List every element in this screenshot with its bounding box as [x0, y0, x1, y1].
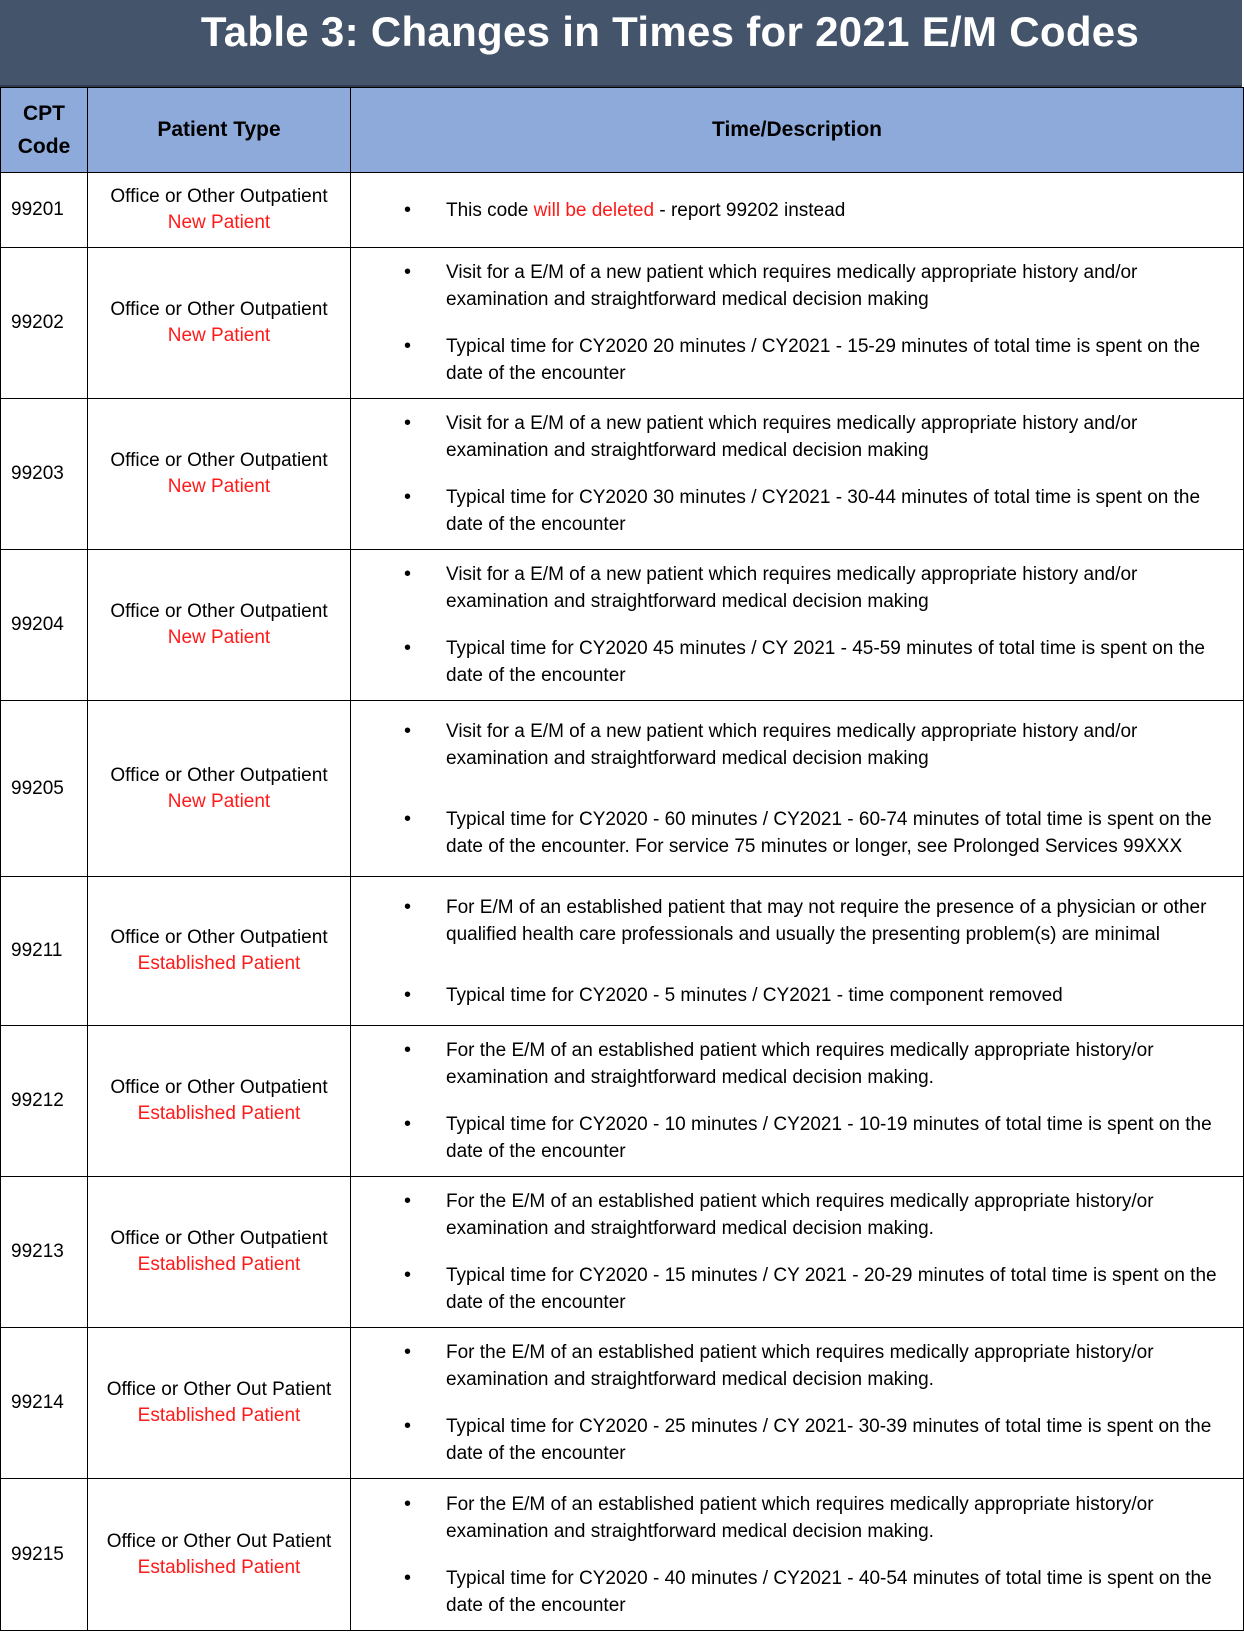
- table-row: [1, 399, 1244, 550]
- cpt-code: 99201: [1, 173, 88, 248]
- cpt-code: 99213: [1, 1177, 88, 1328]
- typical-time-bullet: • Typical time for CY2020 - 40 minutes / CY2021 - 40-54 minutes of total time is spent on the date of the encounter: [351, 1565, 1243, 1619]
- description-bullet: • Visit for a E/M of a new patient which requires medically appropriate history and/or examination and straightforward medical decision making: [351, 410, 1243, 464]
- cpt-code: 99204: [1, 550, 88, 701]
- cpt-code: 99212: [1, 1026, 88, 1177]
- table-row: [1, 1026, 1244, 1177]
- patient-type-label: Office or Other Out Patient: [106, 1379, 332, 1400]
- table-row: [1, 173, 1244, 248]
- patient-type: [88, 550, 351, 701]
- typical-time-bullet: • Typical time for CY2020 30 minutes / CY2021 - 30-44 minutes of total time is spent on the date of the encounter: [351, 484, 1243, 538]
- patient-type-label: Office or Other Outpatient: [110, 927, 328, 948]
- deleted-note: will be deleted: [533, 199, 655, 221]
- cpt-code: 99215: [1, 1479, 88, 1631]
- patient-status: New Patient: [167, 325, 271, 346]
- table-row: [1, 877, 1244, 1026]
- patient-type-label: Office or Other Outpatient: [110, 299, 328, 320]
- patient-type-label: Office or Other Outpatient: [110, 764, 328, 786]
- typical-time-bullet: • Typical time for CY2020 - 60 minutes / CY2021 - 60-74 minutes of total time is spent on the date of the encounter. For service 75 minutes or longer, see Prolonged Services 99XXX: [351, 806, 1243, 860]
- time-description: [351, 877, 1244, 1026]
- patient-type-label: Office or Other Outpatient: [110, 1228, 328, 1249]
- table-row: [1, 701, 1244, 877]
- description-bullet: • For the E/M of an established patient which requires medically appropriate history/or examination and straightforward medical decision making.: [351, 1037, 1243, 1091]
- patient-status: Established Patient: [137, 1254, 301, 1275]
- cpt-code: 99214: [1, 1328, 88, 1479]
- description-bullet: • For E/M of an established patient that may not require the presence of a physician or other qualified health care professionals and usually the presenting problem(s) are minimal: [351, 894, 1243, 948]
- patient-type: [88, 1479, 351, 1631]
- time-description: [351, 399, 1244, 550]
- patient-status: Established Patient: [137, 953, 301, 974]
- time-description: [351, 701, 1244, 877]
- title-bar: [0, 0, 1242, 87]
- em-codes-table: [0, 87, 1244, 1631]
- time-description: [351, 1328, 1244, 1479]
- time-description: [351, 1177, 1244, 1328]
- patient-type: [88, 1026, 351, 1177]
- typical-time-bullet: • Typical time for CY2020 45 minutes / CY 2021 - 45-59 minutes of total time is spent on the date of the encounter: [351, 635, 1243, 689]
- patient-status: Established Patient: [137, 1405, 301, 1426]
- typical-time-bullet: • Typical time for CY2020 - 5 minutes / CY2021 - time component removed: [351, 982, 1243, 1009]
- time-description: [351, 173, 1244, 248]
- patient-status: Established Patient: [137, 1556, 301, 1578]
- typical-time-bullet: • Typical time for CY2020 - 10 minutes / CY2021 - 10-19 minutes of total time is spent on the date of the encounter: [351, 1111, 1243, 1165]
- patient-status: New Patient: [167, 790, 271, 812]
- table-row: [1, 550, 1244, 701]
- cpt-code: 99203: [1, 399, 88, 550]
- cpt-code: 99202: [1, 248, 88, 399]
- description-bullet: • Visit for a E/M of a new patient which requires medically appropriate history and/or examination and straightforward medical decision making: [351, 259, 1243, 313]
- patient-type: [88, 1177, 351, 1328]
- patient-type: [88, 1328, 351, 1479]
- table-row: [1, 1328, 1244, 1479]
- description-bullet: • For the E/M of an established patient which requires medically appropriate history/or examination and straightforward medical decision making.: [351, 1339, 1243, 1393]
- patient-type: [88, 399, 351, 550]
- patient-type-label: Office or Other Out Patient: [106, 1530, 332, 1552]
- time-description: [351, 248, 1244, 399]
- header-row: [1, 88, 1244, 173]
- patient-type-label: Office or Other Outpatient: [110, 186, 328, 207]
- time-description: [351, 1479, 1244, 1631]
- patient-type-label: Office or Other Outpatient: [110, 601, 328, 622]
- patient-status: Established Patient: [137, 1103, 301, 1124]
- header-time-description: Time/Description: [351, 88, 1244, 173]
- description-bullet: • For the E/M of an established patient which requires medically appropriate history/or examination and straightforward medical decision making.: [351, 1491, 1243, 1545]
- patient-type: [88, 173, 351, 248]
- description-bullet: • Visit for a E/M of a new patient which requires medically appropriate history and/or examination and straightforward medical decision making: [351, 561, 1243, 615]
- header-patient-type: Patient Type: [88, 88, 351, 173]
- description-bullet: • This code will be deleted - report 99202 instead: [351, 197, 1243, 224]
- header-cpt-code: CPT Code: [1, 88, 88, 173]
- patient-type: [88, 701, 351, 877]
- table-row: [1, 248, 1244, 399]
- time-description: [351, 1026, 1244, 1177]
- cpt-code: 99211: [1, 877, 88, 1026]
- typical-time-bullet: • Typical time for CY2020 20 minutes / CY2021 - 15-29 minutes of total time is spent on the date of the encounter: [351, 333, 1243, 387]
- table-row: [1, 1479, 1244, 1631]
- patient-type-label: Office or Other Outpatient: [110, 450, 328, 471]
- page-title: Table 3: Changes in Times for 2021 E/M Codes: [200, 8, 1140, 55]
- patient-type-label: Office or Other Outpatient: [110, 1077, 328, 1098]
- typical-time-bullet: • Typical time for CY2020 - 15 minutes / CY 2021 - 20-29 minutes of total time is spent on the date of the encounter: [351, 1262, 1243, 1316]
- typical-time-bullet: • Typical time for CY2020 - 25 minutes / CY 2021- 30-39 minutes of total time is spent on the date of the encounter: [351, 1413, 1243, 1467]
- patient-status: New Patient: [167, 212, 271, 233]
- patient-type: [88, 877, 351, 1026]
- description-bullet: • Visit for a E/M of a new patient which requires medically appropriate history and/or examination and straightforward medical decision making: [351, 718, 1243, 772]
- patient-status: New Patient: [167, 476, 271, 497]
- table-row: [1, 1177, 1244, 1328]
- patient-status: New Patient: [167, 627, 271, 648]
- cpt-code: 99205: [1, 701, 88, 877]
- patient-type: [88, 248, 351, 399]
- time-description: [351, 550, 1244, 701]
- description-bullet: • For the E/M of an established patient which requires medically appropriate history/or examination and straightforward medical decision making.: [351, 1188, 1243, 1242]
